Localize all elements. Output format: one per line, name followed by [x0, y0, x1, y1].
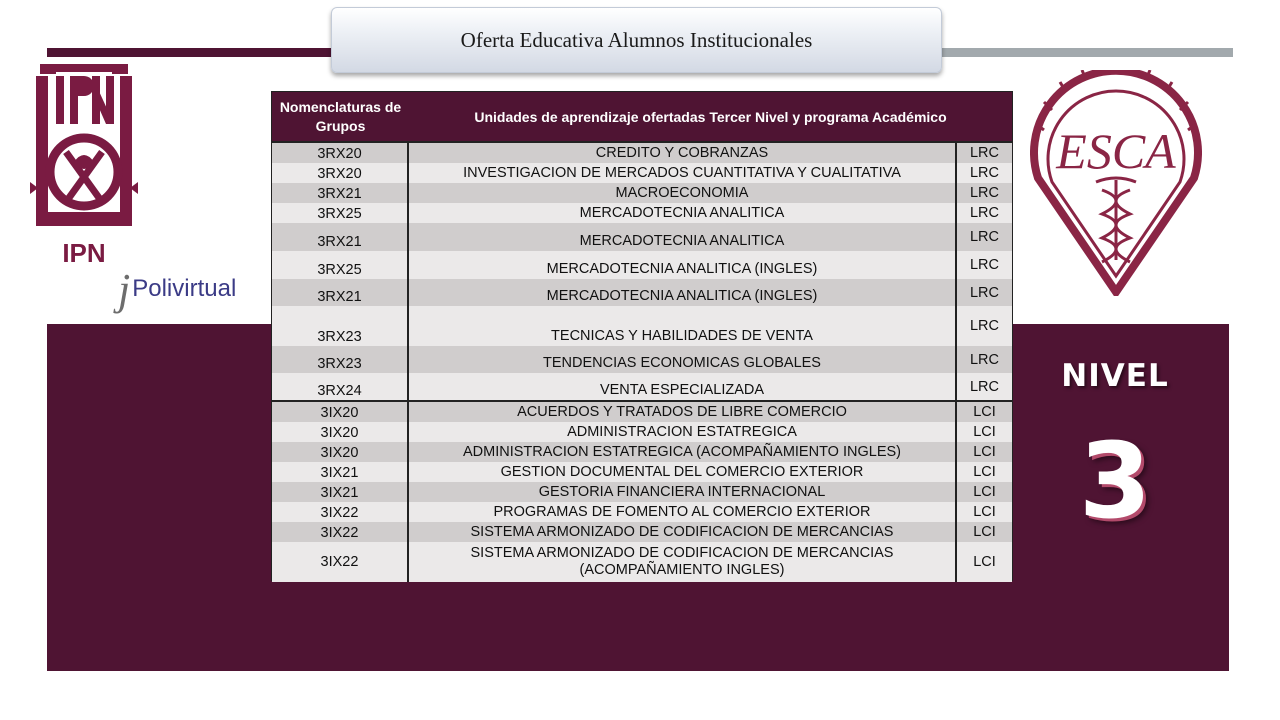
unit-cell: MACROECONOMIA [409, 183, 957, 203]
group-cell: 3IX21 [272, 462, 409, 482]
table-row [272, 502, 1012, 522]
program-cell: LRC [969, 165, 999, 181]
program-cell: LRC [969, 318, 999, 334]
group-cell: 3IX20 [272, 442, 409, 462]
group-cell: 3RX23 [272, 346, 409, 373]
program-cell: LRC [969, 351, 999, 368]
top-rule-left [47, 48, 347, 57]
unit-cell: PROGRAMAS DE FOMENTO AL COMERCIO EXTERIOR [409, 502, 957, 522]
group-cell: 3IX22 [272, 542, 409, 582]
program-cell: LCI [973, 464, 996, 480]
unit-cell: GESTORIA FINANCIERA INTERNACIONAL [409, 482, 957, 502]
program-cell: LCI [973, 504, 996, 520]
unit-cell: CREDITO Y COBRANZAS [409, 143, 957, 163]
table-row [272, 346, 1012, 373]
polivirtual-logo [118, 266, 236, 312]
table-row [272, 522, 1012, 542]
table-header [272, 92, 1012, 141]
group-cell: 3RX20 [272, 143, 409, 163]
unit-cell: ADMINISTRACION ESTATREGICA (ACOMPAÑAMIENTO INGLES) [409, 442, 957, 462]
table-row [272, 542, 1012, 582]
group-cell: 3RX24 [272, 373, 409, 400]
group-cell: 3IX22 [272, 522, 409, 542]
program-cell: LCI [973, 484, 996, 500]
table-row [272, 183, 1012, 203]
unit-cell: SISTEMA ARMONIZADO DE CODIFICACION DE MERCANCIAS [409, 522, 957, 542]
slide-title-box [331, 7, 942, 73]
group-cell: 3RX21 [272, 183, 409, 203]
table-row [272, 223, 1012, 251]
unit-cell: SISTEMA ARMONIZADO DE CODIFICACION DE MERCANCIAS (ACOMPAÑAMIENTO INGLES) [409, 542, 957, 582]
group-cell: 3IX20 [272, 422, 409, 442]
table-body [272, 141, 1012, 582]
unit-cell: ADMINISTRACION ESTATREGICA [409, 422, 957, 442]
table-row [272, 482, 1012, 502]
header-groups: Nomenclaturas de Grupos [279, 98, 402, 134]
table-row [272, 442, 1012, 462]
esca-logo-text: ESCA [1056, 123, 1176, 179]
level-number: 3 [1078, 420, 1152, 542]
esca-logo [1030, 70, 1202, 296]
program-cell: LCI [973, 524, 996, 540]
table-row [272, 422, 1012, 442]
unit-cell: TECNICAS Y HABILIDADES DE VENTA [409, 306, 957, 346]
unit-cell: GESTION DOCUMENTAL DEL COMERCIO EXTERIOR [409, 462, 957, 482]
program-cell: LCI [973, 404, 996, 420]
program-cell: LRC [969, 205, 999, 221]
program-cell: LCI [973, 444, 996, 460]
slide-title: Oferta Educativa Alumnos Institucionales [460, 27, 813, 52]
unit-cell: INVESTIGACION DE MERCADOS CUANTITATIVA Y CUALITATIVA [409, 163, 957, 183]
unit-cell: ACUERDOS Y TRATADOS DE LIBRE COMERCIO [409, 402, 957, 422]
program-cell: LRC [969, 229, 999, 245]
unit-cell: MERCADOTECNIA ANALITICA [409, 223, 957, 251]
program-cell: LRC [969, 378, 999, 395]
level-label: NIVEL [1061, 358, 1169, 394]
ipn-logo [26, 62, 142, 268]
header-units: Unidades de aprendizaje ofertadas Tercer Nivel y programa Académico [474, 108, 947, 125]
group-cell: 3RX23 [272, 306, 409, 346]
unit-cell: MERCADOTECNIA ANALITICA [409, 203, 957, 223]
table-row [272, 306, 1012, 346]
table-row [272, 143, 1012, 163]
course-offer-table [271, 91, 1013, 581]
unit-cell: MERCADOTECNIA ANALITICA (INGLES) [409, 251, 957, 279]
group-cell: 3IX21 [272, 482, 409, 502]
group-cell: 3RX25 [272, 251, 409, 279]
group-cell: 3RX20 [272, 163, 409, 183]
table-row [272, 251, 1012, 279]
program-cell: LRC [969, 185, 999, 201]
ipn-logo-text: IPN [62, 238, 106, 268]
group-cell: 3IX20 [272, 402, 409, 422]
program-cell: LRC [969, 145, 999, 161]
group-cell: 3IX22 [272, 502, 409, 522]
program-cell: LRC [969, 257, 999, 273]
top-rule-right [930, 48, 1233, 57]
unit-cell: VENTA ESPECIALIZADA [409, 373, 957, 400]
table-row [272, 203, 1012, 223]
program-cell: LCI [973, 554, 996, 570]
group-cell: 3RX25 [272, 203, 409, 223]
table-row [272, 400, 1012, 422]
unit-cell: MERCADOTECNIA ANALITICA (INGLES) [409, 279, 957, 306]
program-cell: LCI [973, 424, 996, 440]
table-row [272, 462, 1012, 482]
group-cell: 3RX21 [272, 279, 409, 306]
polivirtual-mark-icon: j [118, 264, 131, 314]
polivirtual-logo-text: Polivirtual [132, 275, 237, 302]
program-cell: LRC [969, 284, 999, 301]
group-cell: 3RX21 [272, 223, 409, 251]
unit-cell: TENDENCIAS ECONOMICAS GLOBALES [409, 346, 957, 373]
table-row [272, 163, 1012, 183]
table-row [272, 373, 1012, 400]
table-row [272, 279, 1012, 306]
